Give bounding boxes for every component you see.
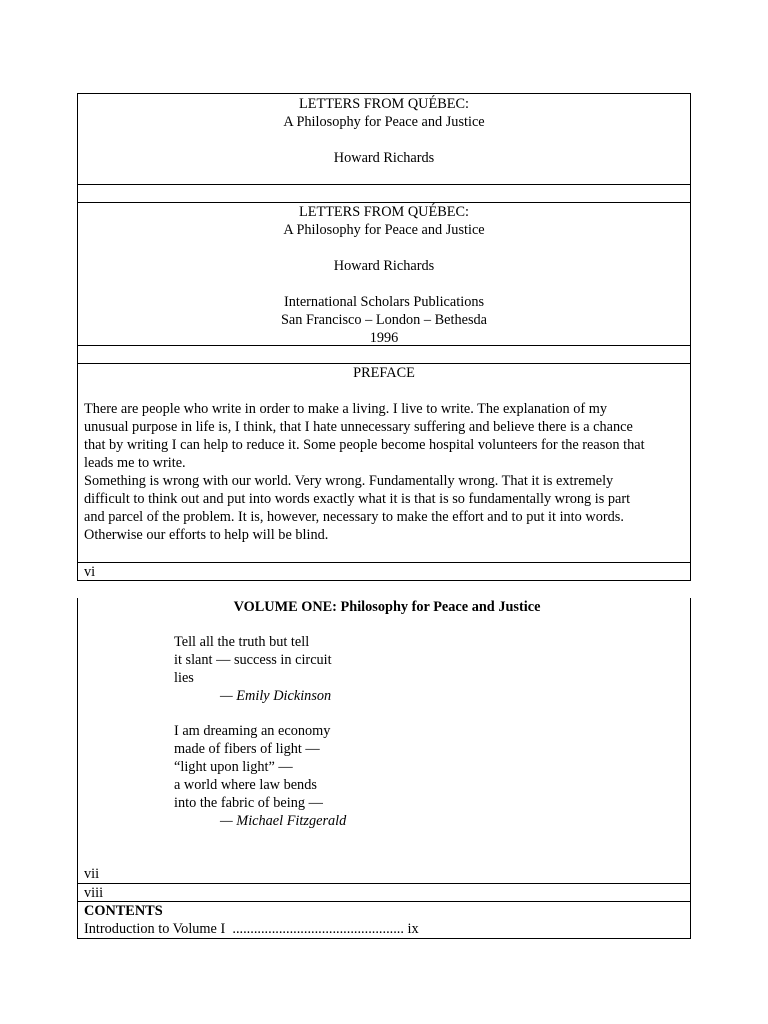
poem-line: Tell all the truth but tell <box>174 634 310 650</box>
poem-attribution: — Michael Fitzgerald <box>220 813 347 829</box>
preface-line: that by writing I can help to reduce it. Some people become hospital volunteers for the reason that <box>84 437 645 453</box>
poem-line: I am dreaming an economy <box>174 723 331 739</box>
poem-line: it slant — success in circuit <box>174 652 332 668</box>
title-page-author: Howard Richards <box>333 258 435 274</box>
preface-line: difficult to think out and put into words exactly what it is that is so fundamentally wrong is part <box>84 491 631 507</box>
poem-line: “light upon light” — <box>174 759 293 775</box>
preface-line: leads me to write. <box>84 455 186 471</box>
page-frame <box>77 93 691 939</box>
title-page-title: LETTERS FROM QUÉBEC: <box>299 204 469 220</box>
poem-line: made of fibers of light — <box>174 741 320 757</box>
preface-paragraph-2 <box>84 472 684 544</box>
half-title-section <box>77 94 691 185</box>
poem-attribution: — Emily Dickinson <box>220 688 332 704</box>
preface-heading: PREFACE <box>353 365 415 381</box>
half-title-author: Howard Richards <box>333 150 435 166</box>
half-title-subtitle: A Philosophy for Peace and Justice <box>283 114 485 130</box>
volume-one-section <box>77 598 691 884</box>
contents-section <box>77 902 691 939</box>
preface-section <box>77 364 691 563</box>
preface-line: unusual purpose in life is, I think, that I hate unnecessary suffering and believe there is a chance <box>84 419 633 435</box>
page-number-vi: vi <box>77 563 691 581</box>
volume-one-title: VOLUME ONE: Philosophy for Peace and Justice <box>233 599 541 615</box>
preface-paragraph-1 <box>84 400 684 472</box>
publisher-name: International Scholars Publications <box>283 294 485 310</box>
epigraph-dickinson <box>174 633 690 705</box>
publication-year: 1996 <box>369 330 399 346</box>
toc-entry: Introduction to Volume I ................................................ ix <box>84 921 419 937</box>
preface-line: Otherwise our efforts to help will be blind. <box>84 527 329 543</box>
page-number-vii: vii <box>84 866 100 882</box>
poem-line: into the fabric of being — <box>174 795 323 811</box>
contents-heading: CONTENTS <box>84 903 163 919</box>
poem-line: lies <box>174 670 194 686</box>
preface-line: Something is wrong with our world. Very wrong. Fundamentally wrong. That it is extremely <box>84 473 614 489</box>
empty-row <box>77 185 691 203</box>
title-page-subtitle: A Philosophy for Peace and Justice <box>283 222 485 238</box>
poem-line: a world where law bends <box>174 777 317 793</box>
empty-row <box>77 346 691 364</box>
half-title-title: LETTERS FROM QUÉBEC: <box>299 96 469 112</box>
title-page-section <box>77 203 691 346</box>
publisher-cities: San Francisco – London – Bethesda <box>280 312 488 328</box>
page-number-viii: viii <box>77 884 691 902</box>
epigraph-fitzgerald <box>174 722 690 830</box>
preface-line: There are people who write in order to make a living. I live to write. The explanation of my <box>84 401 607 417</box>
preface-line: and parcel of the problem. It is, however, necessary to make the effort and to put it into words. <box>84 509 624 525</box>
